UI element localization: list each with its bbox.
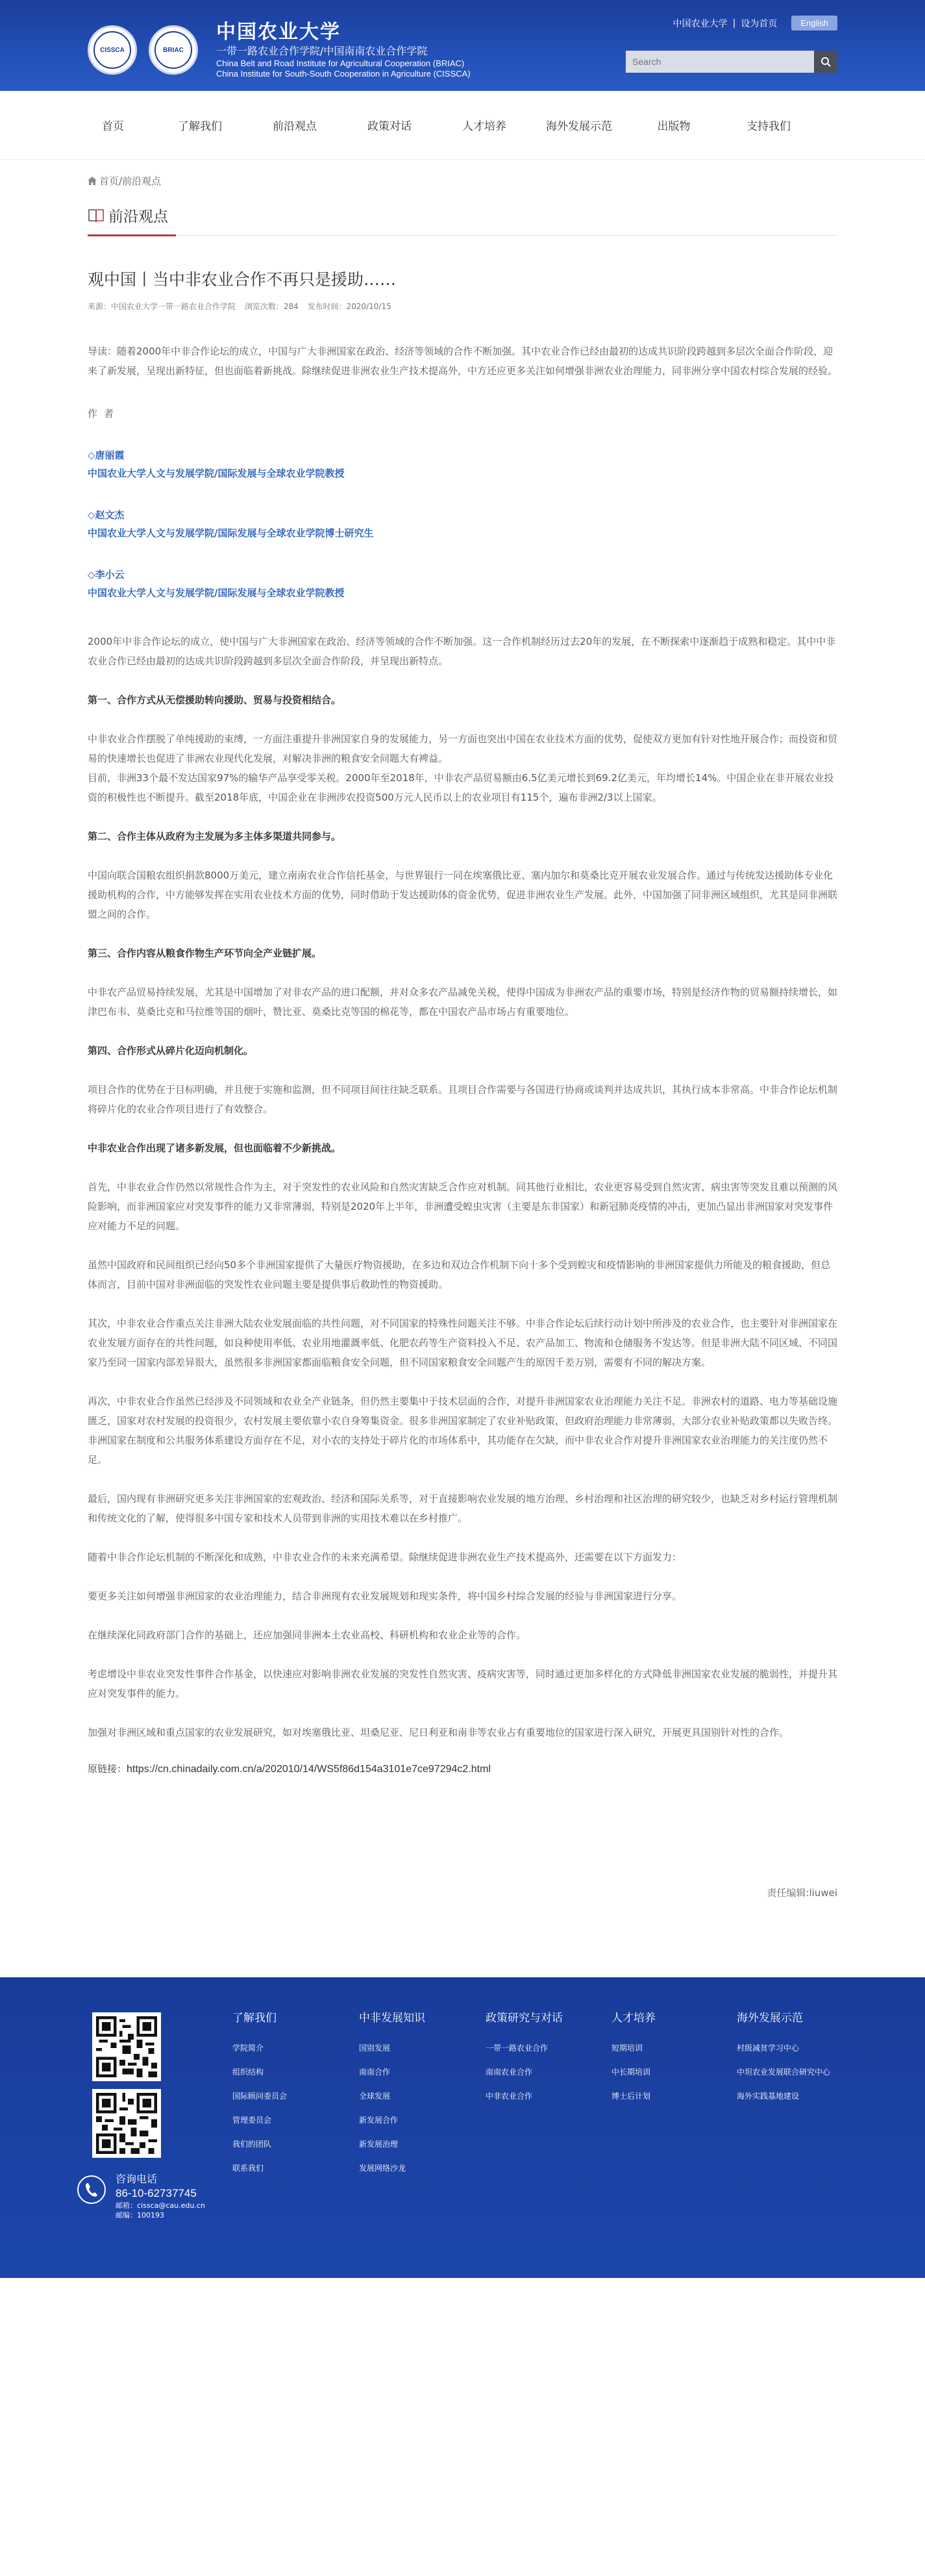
brand-text xyxy=(216,21,471,79)
body-paragraph: 随着中非合作论坛机制的不断深化和成熟，中非农业合作的未来充满希望。除继续促进非洲农业生产技术提高外，还需要在以下方面发力： xyxy=(88,1551,682,1563)
footer-column-title: 中非发展知识 xyxy=(359,2012,425,2025)
body-paragraph: 再次，中非农业合作虽然已经涉及不同领域和农业全产业链条，但仍然主要集中于技术层面的合作，对提升非洲国家农业治理能力关注不足。非洲农村的道路、电力等基础设施匮乏，国家对农村发展的投资很少，农村发展主要依靠小农自身筹集资金。很多非洲国家制定了农业补贴政策，但政府治理能力非常薄弱，大部分农业补贴政策都以失败告终。非洲国家在制度和公共服务体系建设方面存在不足，对小农的支持处于碎片化的市场体系中，其功能存在欠缺，而中非农业合作对提升非洲国家农业治理能力的关注度仍然不足。 xyxy=(88,1395,838,1466)
briac-logo-text: BRIAC xyxy=(154,31,192,69)
footer-link[interactable]: 联系我们 xyxy=(232,2164,264,2173)
main-nav xyxy=(0,91,925,160)
source-url[interactable]: https://cn.chinadaily.com.cn/a/202010/14/WS5f86d154a3101e7ce97294c2.html xyxy=(127,1764,491,1775)
briac-logo xyxy=(149,25,198,75)
nav-training[interactable]: 人才培养 xyxy=(462,120,506,133)
body-paragraph: 2000年中非合作论坛的成立，使中国与广大非洲国家在政治、经济等领域的合作不断加强。这一合作机制经历过去20年的发展，在不断探索中逐渐趋于成熟和稳定。其中中非农业合作已经由最初的达成共识阶段跨越到多层次全面合作阶段，并呈现出新特点。 xyxy=(88,636,836,667)
footer-link[interactable]: 管理委员会 xyxy=(232,2116,272,2125)
body-paragraph: 目前，非洲33个最不发达国家97%的输华产品享受零关税。2000年至2018年，中非农产品贸易额由6.5亿美元增长到69.2亿美元，年均增长14%。中国企业在非开展农业投资的积极性也不断提升。截至2018年底，中国企业在非洲涉农投资500万元人民币以上的农业项目有115个，遍布非洲2/3以上国家。 xyxy=(88,772,834,803)
body-heading: 第一、合作方式从无偿援助转向援助、贸易与投资相结合。 xyxy=(88,694,341,706)
body-paragraph: 考虑增设中非农业突发性事件合作基金，以快速应对影响非洲农业发展的突发性自然灾害、疫病灾害等，同时通过更加多样化的方式降低非洲国家农业发展的脆弱性，并提升其应对突发事件的能力。 xyxy=(88,1668,838,1699)
footer-column-training xyxy=(611,2008,656,2108)
footer-link[interactable]: 一带一路农业合作 xyxy=(486,2044,549,2053)
top-links xyxy=(673,16,837,31)
meta-views: 浏览次数：284 xyxy=(244,302,299,311)
body-paragraph: 首先，中非农业合作仍然以常规性合作为主，对于突发性的农业风险和自然灾害缺乏合作应对机制。同其他行业相比，农业更容易受到自然灾害、病虫害等突发且难以预测的风险影响，而非洲国家应对突发事件的能力又非常薄弱，特别是2020年上半年，非洲遭受蝗虫灾害（主要是东非国家）和新冠肺炎疫情的冲击，更加凸显出非洲国家对突发事件应对能力不足的问题。 xyxy=(88,1181,838,1232)
footer-column-title: 政策研究与对话 xyxy=(486,2012,563,2025)
nav-publications[interactable]: 出版物 xyxy=(657,120,691,133)
link-cau[interactable]: 中国农业大学 xyxy=(672,18,728,29)
footer-link[interactable]: 全球发展 xyxy=(359,2092,391,2101)
logo-group[interactable] xyxy=(88,21,471,79)
body-paragraph: 中国向联合国粮农组织捐款8000万美元，建立南南农业合作信托基金，与世界银行一同在埃塞俄比亚、塞内加尔和莫桑比克开展农业发展合作。通过与传统发达援助体专业化援助机构的合作，中方能够发挥在实用农业技术方面的优势，同时借助于发达援助体的资金优势，促进非洲农业生产发展。此外，中国加强了同非洲区域组织，尤其是同非洲联盟之间的合作。 xyxy=(88,869,838,920)
body-heading: 中非农业合作出现了诸多新发展，但也面临着不少新挑战。 xyxy=(88,1142,341,1154)
footer-link[interactable]: 南南农业合作 xyxy=(486,2068,533,2077)
nav-frontier[interactable]: 前沿观点 xyxy=(273,120,317,133)
body-paragraph: 其次，中非农业合作重点关注非洲大陆农业发展面临的共性问题，对不同国家的特殊性问题关注不够。中非合作论坛后续行动计划中所涉及的农业合作，也主要针对非洲国家在农业发展方面存在的共性问题，如良种使用率低、农业用地灌溉率低、化肥农药等生产资料投入不足、农产品加工、物流和仓储服务不发达等。但是非洲大陆不同区域、不同国家乃至同一国家内部差异很大，虽然很多非洲国家都面临粮食安全问题，但不同国家粮食安全问题产生的原因千差万别，需要有不同的解决方案。 xyxy=(88,1318,838,1368)
search-bar xyxy=(626,51,837,73)
body-paragraph: 项目合作的优势在于目标明确，并且便于实施和监测，但不同项目间往往缺乏联系。且项目合作需要与各国进行协商或谈判并达成共识，其执行成本非常高。中非合作论坛机制将碎片化的农业合作项目进行了有效整合。 xyxy=(88,1084,838,1115)
author-block xyxy=(88,506,837,542)
section-header xyxy=(88,205,837,236)
meta-date: 发布时间：2020/10/15 xyxy=(307,302,391,311)
cissca-logo-text: CISSCA xyxy=(93,31,131,69)
footer-link[interactable]: 组织结构 xyxy=(232,2068,264,2077)
footer-link[interactable]: 村级减贫学习中心 xyxy=(737,2044,800,2053)
link-separator: | xyxy=(732,18,736,29)
article-meta xyxy=(88,301,837,342)
meta-source: 来源：中国农业大学一带一路农业合作学院 xyxy=(88,302,236,311)
body-paragraph: 在继续深化同政府部门合作的基础上，还应加强同非洲本土农业高校、科研机构和农业企业等的合作。 xyxy=(88,1629,526,1641)
footer-link[interactable]: 博士后计划 xyxy=(611,2092,651,2101)
institute-name-cn: 一带一路农业合作学院/中国南南农业合作学院 xyxy=(216,45,428,57)
author-name: ◇赵文杰 xyxy=(88,509,125,521)
main-content xyxy=(88,174,837,1899)
contact-postcode: 邮编：100193 xyxy=(116,2211,164,2220)
footer-column-policy xyxy=(486,2008,563,2108)
english-button[interactable]: English xyxy=(791,16,837,31)
nav-overseas[interactable]: 海外发展示范 xyxy=(546,120,612,133)
link-set-homepage[interactable]: 设为首页 xyxy=(741,18,778,29)
search-button[interactable] xyxy=(814,51,837,73)
body-paragraph: 最后，国内现有非洲研究更多关注非洲国家的宏观政治、经济和国际关系等，对于直接影响农业发展的地方治理、乡村治理和社区治理的研究较少，也缺乏对乡村运行管理机制和传统文化的了解，使得很多中国专家和技术人员带到非洲的实用技术难以在乡村推广。 xyxy=(88,1493,838,1524)
site-header xyxy=(0,0,925,91)
footer-link[interactable]: 学院简介 xyxy=(232,2044,264,2053)
home-icon[interactable] xyxy=(88,177,97,185)
author-name: ◇唐丽霞 xyxy=(88,449,125,461)
body-paragraph: 加强对非洲区域和重点国家的农业发展研究，如对埃塞俄比亚、坦桑尼亚、尼日利亚和南非等农业占有重要地位的国家进行深入研究，开展更具国别针对性的合作。 xyxy=(88,1727,789,1738)
nav-policy[interactable]: 政策对话 xyxy=(367,120,412,133)
source-label: 原链接： xyxy=(88,1763,127,1775)
editor-credit: 责任编辑:liuwei xyxy=(767,1887,837,1899)
author-affiliation: 中国农业大学人文与发展学院/国际发展与全球农业学院博士研究生 xyxy=(88,527,374,539)
nav-support[interactable]: 支持我们 xyxy=(746,120,791,133)
footer-column-title: 海外发展示范 xyxy=(737,2012,803,2025)
footer-link[interactable]: 中非农业合作 xyxy=(486,2092,533,2101)
body-heading: 第二、合作主体从政府为主发展为多主体多渠道共同参与。 xyxy=(88,831,341,842)
authors-label: 作者 xyxy=(88,408,121,419)
footer-link[interactable]: 中坦农业发展联合研究中心 xyxy=(737,2068,831,2077)
article-title: 观中国丨当中非农业合作不再只是援助…… xyxy=(88,270,397,289)
contact-phone: 86-10-62737745 xyxy=(116,2187,197,2199)
footer-column-knowledge xyxy=(359,2008,425,2181)
cissca-logo xyxy=(88,25,137,75)
body-heading: 第三、合作内容从粮食作物生产环节向全产业链扩展。 xyxy=(88,947,322,959)
author-block xyxy=(88,566,837,602)
qr-code-weibo xyxy=(92,2089,161,2158)
nav-about[interactable]: 了解我们 xyxy=(178,120,222,133)
footer-link[interactable]: 我们的团队 xyxy=(232,2140,272,2149)
qr-code-icon xyxy=(96,2093,157,2154)
author-affiliation: 中国农业大学人文与发展学院/国际发展与全球农业学院教授 xyxy=(88,587,345,599)
body-paragraph: 中非农业合作摆脱了单纯援助的束缚，一方面注重提升非洲国家自身的发展能力，另一方面也突出中国在农业技术方面的优势，促使双方更加有针对性地开展合作；而投资和贸易的快速增长也促进了非洲农业现代化发展，对解决非洲的粮食安全问题大有裨益。 xyxy=(88,733,838,764)
source-link-line xyxy=(88,1762,837,1775)
footer-column-title: 了解我们 xyxy=(232,2012,277,2025)
phone-icon xyxy=(77,2175,106,2205)
breadcrumb xyxy=(88,174,837,188)
breadcrumb-path[interactable]: 首页/前沿观点 xyxy=(99,175,162,187)
author-block xyxy=(88,446,837,482)
footer-link[interactable]: 南南合作 xyxy=(359,2068,391,2077)
institute-name-en-1: China Belt and Road Institute for Agricultural Cooperation (BRIAC) xyxy=(216,58,465,68)
footer-link[interactable]: 海外实践基地建设 xyxy=(737,2092,800,2101)
body-paragraph: 虽然中国政府和民间组织已经向50多个非洲国家提供了大量医疗物资援助，在多边和双边合作机制下向十多个受到蝗灾和疫情影响的非洲国家提供力所能及的粮食援助，但总体而言，目前中国对非洲面临的突发性农业问题主要是提供事后救助性的物资援助。 xyxy=(88,1259,831,1290)
qr-code-wechat xyxy=(92,2012,161,2081)
footer-link[interactable]: 发展网络沙龙 xyxy=(359,2164,406,2173)
footer-link[interactable]: 中长期培训 xyxy=(611,2068,651,2077)
footer-link[interactable]: 国际顾问委员会 xyxy=(232,2092,288,2101)
body-paragraph: 中非农产品贸易持续发展，尤其是中国增加了对非农产品的进口配额，并对众多农产品减免关税，使得中国成为非洲农产品的重要市场，特别是经济作物的贸易额持续增长，如津巴布韦、莫桑比克和马拉维等国的烟叶，赞比亚、莫桑比克等国的棉花等，都在中国农产品市场占有重要地位。 xyxy=(88,986,838,1018)
body-heading: 第四、合作形式从碎片化迈向机制化。 xyxy=(88,1045,254,1057)
book-icon xyxy=(88,208,105,223)
contact-title: 咨询电话 xyxy=(116,2173,158,2185)
search-input[interactable] xyxy=(626,51,814,73)
footer-column-overseas xyxy=(737,2008,830,2108)
footer-link[interactable]: 短期培训 xyxy=(611,2044,643,2053)
institute-name-en-2: China Institute for South-South Cooperation in Agriculture (CISSCA) xyxy=(216,69,471,79)
author-affiliation: 中国农业大学人文与发展学院/国际发展与全球农业学院教授 xyxy=(88,468,345,479)
contact-info xyxy=(77,2172,205,2220)
site-footer xyxy=(0,1977,925,2278)
author-name: ◇李小云 xyxy=(88,569,125,581)
search-icon xyxy=(820,56,831,67)
qr-code-icon xyxy=(96,2016,157,2077)
section-title: 前沿观点 xyxy=(108,208,168,225)
footer-column-title: 人才培养 xyxy=(611,2012,656,2025)
footer-column-about xyxy=(232,2008,287,2181)
article-lead: 导读：随着2000年中非合作论坛的成立，中国与广大非洲国家在政治、经济等领域的合作不断加强。其中农业合作已经由最初的达成共识阶段跨越到多层次全面合作阶段，迎来了新发展，呈现出新特征，但也面临着新挑战。除继续促进非洲农业生产技术提高外，中方还应更多关注如何增强非洲农业治理能力，同非洲分享中国农村综合发展的经验。 xyxy=(88,345,838,377)
university-name: 中国农业大学 xyxy=(216,21,341,44)
footer-link[interactable]: 国别发展 xyxy=(359,2044,391,2053)
nav-home[interactable]: 首页 xyxy=(102,120,124,133)
footer-link[interactable]: 新发展合作 xyxy=(359,2116,399,2125)
contact-email: 邮箱：cissca@cau.edu.cn xyxy=(116,2201,205,2210)
footer-link[interactable]: 新发展治理 xyxy=(359,2140,399,2149)
body-paragraph: 要更多关注如何增强非洲国家的农业治理能力，结合非洲现有农业发展规划和现实条件，将中国乡村综合发展的经验与非洲国家进行分享。 xyxy=(88,1590,682,1602)
